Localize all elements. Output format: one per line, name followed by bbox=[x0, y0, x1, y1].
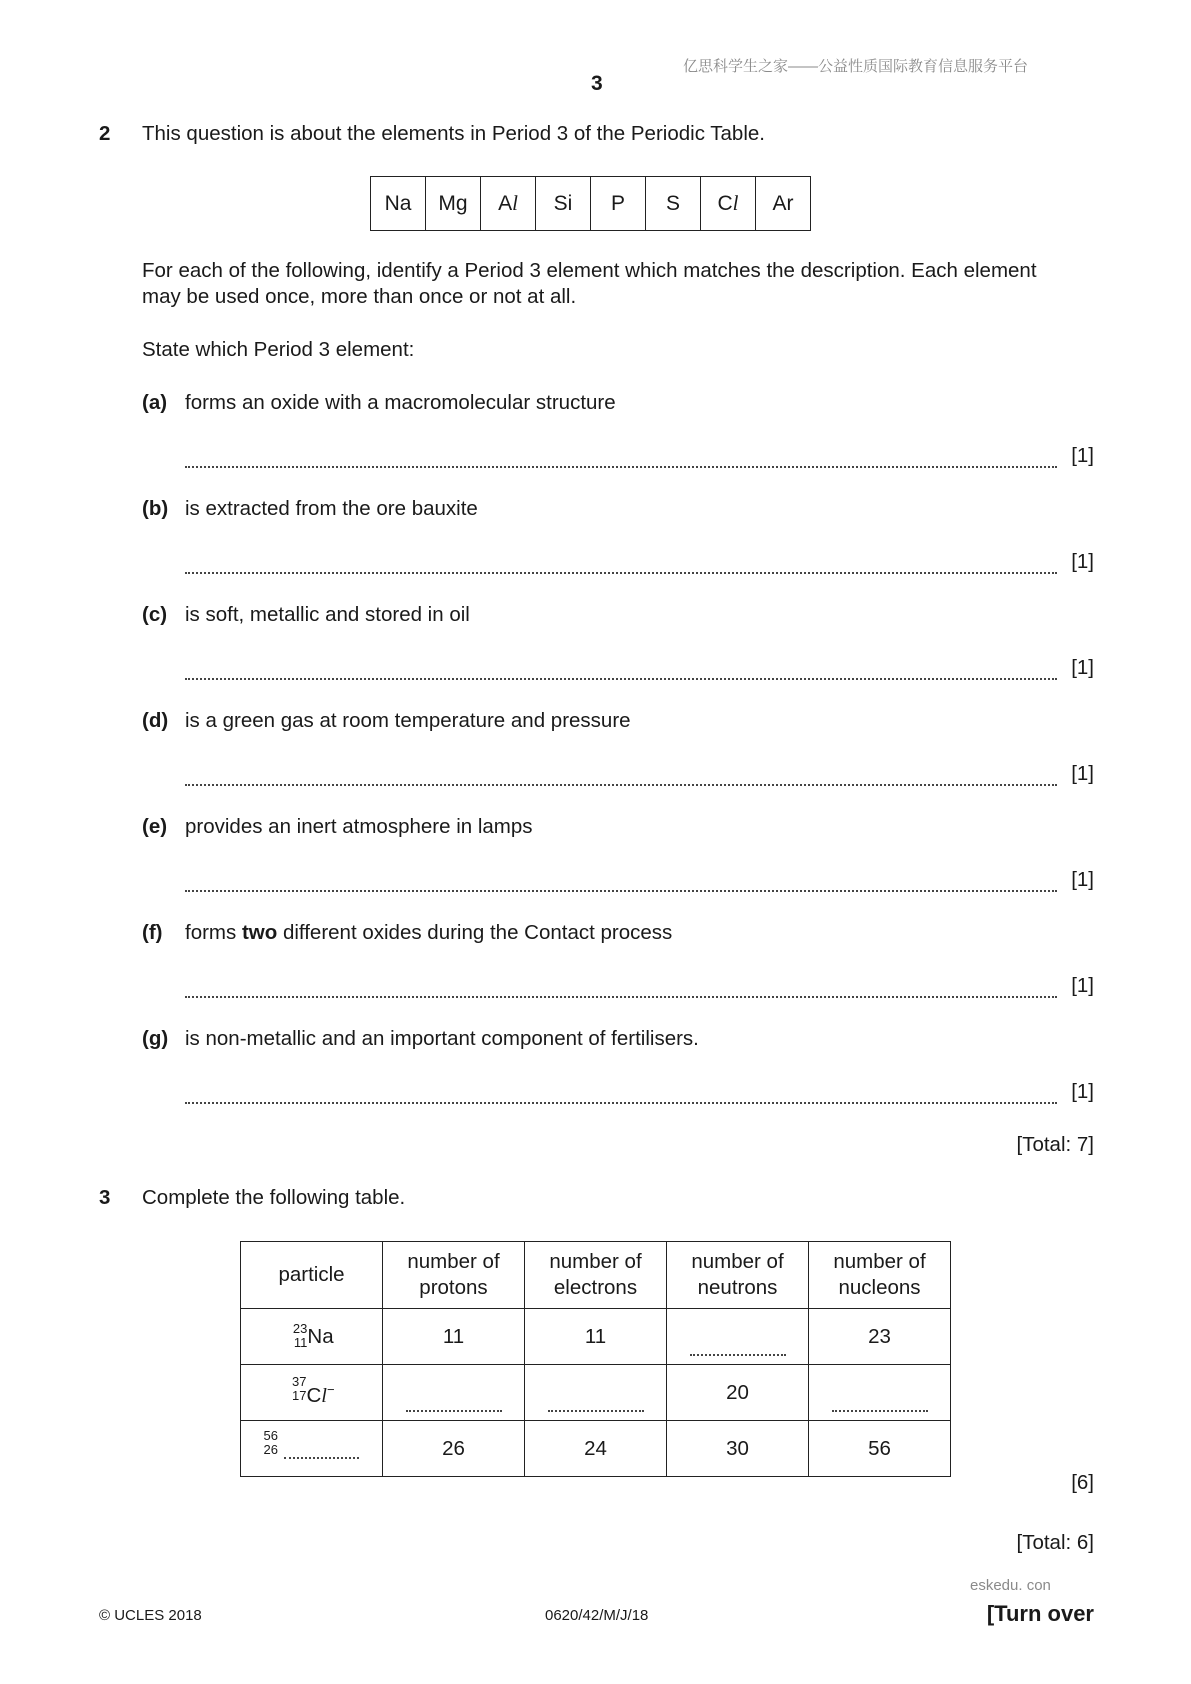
part-b-mark: [1] bbox=[1071, 550, 1094, 573]
part-b-letter: (b) bbox=[142, 497, 169, 520]
nucleons-cell[interactable] bbox=[809, 1365, 951, 1421]
part-a-text: forms an oxide with a macromolecular structure bbox=[185, 391, 616, 414]
answer-dots[interactable] bbox=[832, 1396, 928, 1412]
part-c-letter: (c) bbox=[142, 603, 168, 626]
question-3-total: [Total: 6] bbox=[1016, 1531, 1094, 1554]
particle-cell[interactable] bbox=[241, 1421, 383, 1477]
isotope-symbol-blank[interactable]: 56 26 bbox=[262, 1425, 362, 1465]
watermark-bottom: eskedu. con bbox=[970, 1577, 1051, 1594]
part-c-mark: [1] bbox=[1071, 656, 1094, 679]
question-2-number: 2 bbox=[99, 122, 111, 145]
part-d-letter: (d) bbox=[142, 709, 169, 732]
part-e-mark: [1] bbox=[1071, 868, 1094, 891]
question-3-intro: Complete the following table. bbox=[142, 1186, 406, 1209]
part-g-letter: (g) bbox=[142, 1027, 169, 1050]
part-d-answer-line[interactable] bbox=[185, 762, 1057, 786]
period-3-table bbox=[370, 176, 811, 231]
part-d-mark: [1] bbox=[1071, 762, 1094, 785]
question-2-total: [Total: 7] bbox=[1016, 1133, 1094, 1156]
electrons-cell: 11 bbox=[525, 1309, 667, 1365]
element-cell: Ar bbox=[756, 177, 811, 231]
answer-dots[interactable] bbox=[406, 1396, 502, 1412]
isotope-symbol: 23 11 Na bbox=[292, 1320, 334, 1350]
table-row bbox=[241, 1365, 951, 1421]
element-cell: Al bbox=[481, 177, 536, 231]
watermark-text: 亿思科学生之家——公益性质国际教育信息服务平台 bbox=[683, 58, 1029, 75]
part-f-answer-line[interactable] bbox=[185, 974, 1057, 998]
header-nucleons: number of nucleons bbox=[809, 1242, 951, 1309]
neutrons-cell: 20 bbox=[667, 1365, 809, 1421]
part-b-text: is extracted from the ore bauxite bbox=[185, 497, 478, 520]
answer-dots[interactable] bbox=[690, 1340, 786, 1356]
part-d-text: is a green gas at room temperature and pressure bbox=[185, 709, 631, 732]
question-2-intro: This question is about the elements in Period 3 of the Periodic Table. bbox=[142, 122, 765, 145]
particle-table bbox=[240, 1241, 951, 1477]
protons-cell: 11 bbox=[383, 1309, 525, 1365]
page-number: 3 bbox=[591, 72, 603, 95]
particle-cell bbox=[241, 1309, 383, 1365]
header-particle: particle bbox=[241, 1242, 383, 1309]
neutrons-cell: 30 bbox=[667, 1421, 809, 1477]
part-g-mark: [1] bbox=[1071, 1080, 1094, 1103]
part-g-answer-line[interactable] bbox=[185, 1080, 1057, 1104]
question-3-number: 3 bbox=[99, 1186, 111, 1209]
isotope-symbol: 37 17 Cl− bbox=[291, 1373, 335, 1407]
instructions-line-1: For each of the following, identify a Period 3 element which matches the description. Each element bbox=[142, 259, 1037, 282]
part-f-letter: (f) bbox=[142, 921, 163, 944]
answer-dots[interactable] bbox=[548, 1396, 644, 1412]
element-cell: Si bbox=[536, 177, 591, 231]
header-protons: number of protons bbox=[383, 1242, 525, 1309]
answer-dots[interactable] bbox=[284, 1445, 359, 1459]
part-f-mark: [1] bbox=[1071, 974, 1094, 997]
part-e-text: provides an inert atmosphere in lamps bbox=[185, 815, 533, 838]
element-cell: S bbox=[646, 177, 701, 231]
particle-cell bbox=[241, 1365, 383, 1421]
neutrons-cell[interactable] bbox=[667, 1309, 809, 1365]
turn-over: [Turn over bbox=[986, 1601, 1094, 1626]
protons-cell: 26 bbox=[383, 1421, 525, 1477]
element-cell: Na bbox=[371, 177, 426, 231]
element-cell: P bbox=[591, 177, 646, 231]
question-3-mark: [6] bbox=[1071, 1471, 1094, 1494]
part-e-answer-line[interactable] bbox=[185, 868, 1057, 892]
nucleons-cell: 23 bbox=[809, 1309, 951, 1365]
part-a-mark: [1] bbox=[1071, 444, 1094, 467]
part-g-text: is non-metallic and an important component of fertilisers. bbox=[185, 1027, 699, 1050]
part-c-text: is soft, metallic and stored in oil bbox=[185, 603, 470, 626]
part-f-text: forms two different oxides during the Contact process bbox=[185, 921, 673, 944]
table-row bbox=[241, 1309, 951, 1365]
part-c-answer-line[interactable] bbox=[185, 656, 1057, 680]
element-cell: Mg bbox=[426, 177, 481, 231]
part-b-answer-line[interactable] bbox=[185, 550, 1057, 574]
copyright: © UCLES 2018 bbox=[99, 1607, 202, 1624]
electrons-cell[interactable] bbox=[525, 1365, 667, 1421]
part-e-letter: (e) bbox=[142, 815, 168, 838]
element-cell: Cl bbox=[701, 177, 756, 231]
part-a-answer-line[interactable] bbox=[185, 444, 1057, 468]
paper-code: 0620/42/M/J/18 bbox=[545, 1607, 649, 1624]
state-prompt: State which Period 3 element: bbox=[142, 338, 415, 361]
electrons-cell: 24 bbox=[525, 1421, 667, 1477]
instructions-line-2: may be used once, more than once or not at all. bbox=[142, 285, 577, 308]
nucleons-cell: 56 bbox=[809, 1421, 951, 1477]
part-a-letter: (a) bbox=[142, 391, 168, 414]
header-neutrons: number of neutrons bbox=[667, 1242, 809, 1309]
protons-cell[interactable] bbox=[383, 1365, 525, 1421]
table-row bbox=[241, 1421, 951, 1477]
header-electrons: number of electrons bbox=[525, 1242, 667, 1309]
